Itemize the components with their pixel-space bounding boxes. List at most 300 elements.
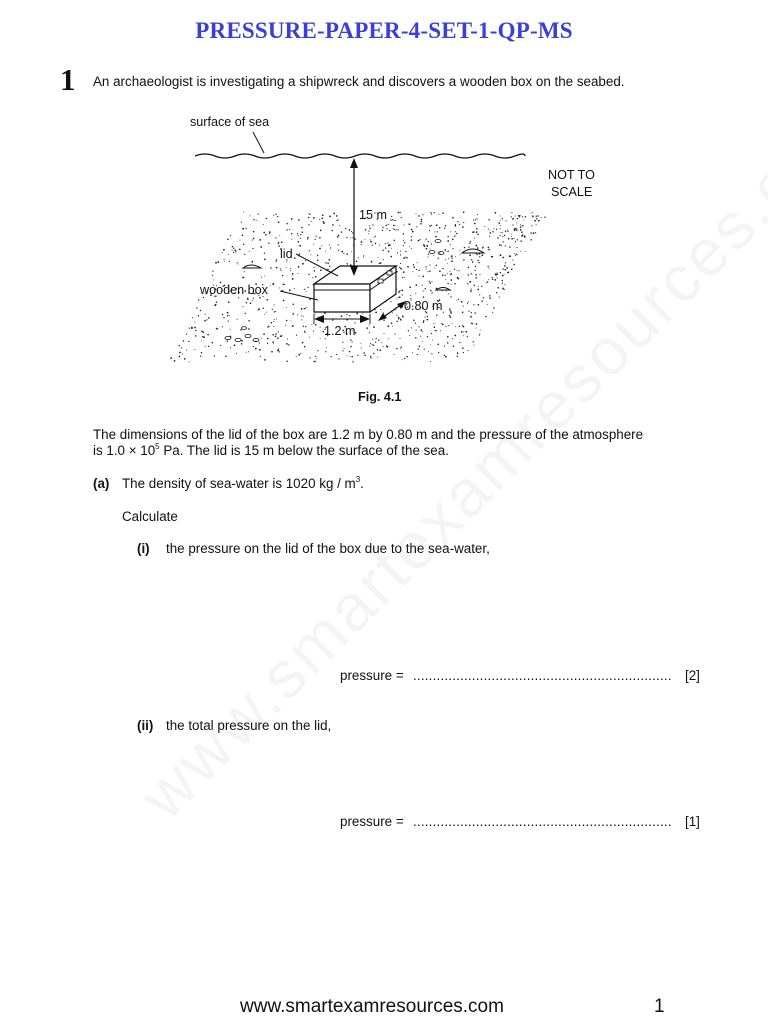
seabed-dot bbox=[198, 315, 200, 317]
seabed-dot bbox=[448, 251, 449, 252]
seabed-dot bbox=[352, 232, 353, 233]
seabed-dot bbox=[394, 225, 395, 226]
seabed-dot bbox=[507, 272, 508, 273]
seabed-dot bbox=[264, 314, 265, 315]
seabed-dot bbox=[431, 213, 432, 214]
seabed-dot bbox=[532, 215, 533, 216]
seabed-dot bbox=[476, 218, 477, 219]
seabed-dot bbox=[227, 315, 228, 316]
seabed-dot bbox=[447, 263, 448, 264]
seabed-dot bbox=[375, 236, 376, 237]
seabed-dot bbox=[464, 247, 465, 248]
seabed-dot bbox=[535, 215, 536, 216]
seabed-dot bbox=[202, 336, 204, 338]
seabed-dot bbox=[347, 355, 348, 356]
seabed-dot bbox=[350, 238, 351, 239]
seabed-dot bbox=[516, 247, 517, 248]
seabed-dot bbox=[494, 279, 496, 281]
seabed-dot bbox=[396, 315, 397, 316]
seabed-dot bbox=[429, 248, 430, 249]
seabed-dot bbox=[452, 217, 454, 219]
seabed-dot bbox=[218, 261, 219, 262]
seabed-dot bbox=[351, 251, 352, 252]
seabed-dot bbox=[351, 356, 352, 357]
seabed-dot bbox=[220, 345, 221, 346]
seabed-dot bbox=[467, 283, 468, 284]
seabed-dot bbox=[429, 270, 431, 272]
seabed-dot bbox=[427, 271, 428, 272]
seabed-dot bbox=[404, 358, 405, 359]
seabed-dot bbox=[253, 231, 255, 233]
seabed-dot bbox=[415, 284, 417, 286]
seabed-dot bbox=[278, 243, 279, 244]
seabed-dot bbox=[423, 296, 424, 297]
seabed-dot bbox=[429, 282, 431, 284]
seabed-dot bbox=[438, 258, 439, 259]
seabed-dot bbox=[305, 307, 306, 308]
seabed-dot bbox=[423, 320, 425, 322]
seabed-dot bbox=[350, 346, 351, 347]
seabed-dot bbox=[230, 235, 231, 236]
seabed-dot bbox=[184, 358, 186, 360]
seabed-dot bbox=[212, 270, 213, 271]
part-i-answer-line[interactable]: .................................................................. bbox=[413, 668, 672, 683]
seabed-dot bbox=[479, 274, 480, 275]
seabed-dot bbox=[266, 299, 268, 301]
seabed-dot bbox=[308, 217, 309, 218]
seabed-dot bbox=[351, 231, 352, 232]
seabed-dot bbox=[394, 240, 395, 241]
seabed-dot bbox=[341, 251, 343, 253]
seabed-dot bbox=[498, 222, 500, 224]
label-length: 1.2 m bbox=[324, 324, 356, 338]
seabed-dot bbox=[228, 315, 229, 316]
seabed-dot bbox=[431, 281, 432, 282]
seabed-dot bbox=[428, 351, 429, 352]
seabed-dot bbox=[259, 239, 261, 241]
seabed-dot bbox=[433, 323, 434, 324]
seabed-dot bbox=[492, 231, 494, 233]
seabed-dot bbox=[316, 236, 317, 237]
figure-shipwreck-box bbox=[0, 100, 768, 390]
seabed-dot bbox=[260, 246, 262, 248]
seabed-dot bbox=[264, 276, 265, 277]
question-number: 1 bbox=[60, 62, 76, 97]
seabed-dot bbox=[489, 236, 490, 237]
seabed-dot bbox=[500, 228, 501, 229]
seabed-dot bbox=[313, 361, 314, 362]
seabed-dot bbox=[450, 284, 451, 285]
seabed-dot bbox=[243, 244, 244, 245]
seabed-dot bbox=[380, 309, 381, 310]
seabed-dot bbox=[504, 284, 505, 285]
seabed-dot bbox=[520, 251, 521, 252]
seabed-dot bbox=[273, 215, 274, 216]
seabed-dot bbox=[275, 214, 276, 215]
seabed-dot bbox=[393, 225, 394, 226]
seabed-dot bbox=[474, 223, 476, 225]
seabed-dot bbox=[373, 326, 375, 328]
seabed-dot bbox=[517, 239, 518, 240]
seabed-dot bbox=[505, 230, 507, 232]
seabed-dot bbox=[361, 241, 363, 243]
seabed-dot bbox=[426, 269, 427, 270]
surface-pointer bbox=[253, 132, 264, 153]
seabed-dot bbox=[429, 225, 431, 227]
seabed-dot bbox=[402, 277, 403, 278]
seabed-dot bbox=[463, 306, 464, 307]
seabed-dot bbox=[349, 315, 350, 316]
seabed-dot bbox=[279, 235, 280, 236]
seabed-dot bbox=[519, 217, 520, 218]
seabed-dot bbox=[298, 354, 300, 356]
seabed-dot bbox=[336, 220, 337, 221]
seabed-dot bbox=[321, 245, 322, 246]
seabed-dot bbox=[338, 358, 339, 359]
seabed-dot bbox=[463, 222, 464, 223]
seabed-dot bbox=[469, 254, 471, 256]
seabed-dot bbox=[484, 226, 485, 227]
seabed-dot bbox=[398, 291, 400, 293]
seabed-dot bbox=[522, 225, 524, 227]
seabed-dot bbox=[372, 344, 373, 345]
seabed-dot bbox=[514, 229, 516, 231]
seabed-dot bbox=[304, 346, 306, 348]
seabed-dot bbox=[232, 246, 233, 247]
seabed-dot bbox=[299, 253, 301, 255]
seabed-dot bbox=[319, 248, 321, 250]
sea-surface-line bbox=[195, 154, 525, 158]
seabed-dot bbox=[467, 301, 468, 302]
seabed-dot bbox=[276, 259, 277, 260]
seabed-dot bbox=[201, 341, 202, 342]
seabed-dot bbox=[215, 262, 217, 264]
seabed-dot bbox=[455, 326, 456, 327]
seabed-dot bbox=[427, 256, 428, 257]
seabed-dot bbox=[502, 218, 503, 219]
seabed-dot bbox=[400, 338, 401, 339]
seabed-dot bbox=[224, 259, 225, 260]
seabed-dot bbox=[470, 290, 472, 292]
seabed-dot bbox=[511, 216, 512, 217]
seabed-dot bbox=[416, 330, 417, 331]
seabed-dot bbox=[341, 231, 342, 232]
seabed-dot bbox=[265, 234, 267, 236]
seabed-dot bbox=[409, 286, 411, 288]
seabed-dot bbox=[530, 232, 532, 234]
seabed-dot bbox=[186, 334, 187, 335]
seabed-dot bbox=[474, 238, 475, 239]
seabed-dot bbox=[488, 247, 490, 249]
seabed-dot bbox=[394, 354, 395, 355]
seabed-dot bbox=[280, 270, 281, 271]
seabed-dot bbox=[402, 294, 403, 295]
seabed-dot bbox=[434, 231, 435, 232]
seabed-dot bbox=[395, 220, 396, 221]
seabed-dot bbox=[207, 334, 209, 336]
seabed-dot bbox=[450, 296, 451, 297]
seabed-dot bbox=[387, 224, 388, 225]
seabed-dot bbox=[217, 329, 218, 330]
seabed-dot bbox=[396, 321, 398, 323]
seabed-dot bbox=[470, 241, 471, 242]
seabed-dot bbox=[203, 297, 204, 298]
seabed-dot bbox=[448, 325, 449, 326]
part-a-text: The density of sea-water is 1020 kg / $m^3$. bbox=[122, 475, 364, 491]
seabed-dot bbox=[455, 231, 456, 232]
calculate-text: Calculate bbox=[122, 509, 178, 524]
seabed-dot bbox=[444, 345, 445, 346]
seabed-dot bbox=[409, 246, 410, 247]
seabed-dot bbox=[508, 231, 509, 232]
seabed-dot bbox=[272, 334, 274, 336]
seabed-dot bbox=[301, 227, 303, 229]
seabed-dot bbox=[532, 212, 533, 213]
seabed-dot bbox=[242, 234, 244, 236]
seabed-dot bbox=[448, 258, 449, 259]
seabed-dot bbox=[317, 255, 318, 256]
seabed-dot bbox=[305, 326, 306, 327]
label-scale: SCALE bbox=[551, 185, 593, 199]
seabed-dot bbox=[440, 330, 441, 331]
seabed-dot bbox=[471, 289, 472, 290]
seabed-dot bbox=[502, 283, 503, 284]
seabed-dot bbox=[313, 244, 314, 245]
seabed-dot bbox=[273, 321, 274, 322]
seabed-dot bbox=[309, 337, 310, 338]
seabed-dot bbox=[420, 223, 422, 225]
seabed-dot bbox=[477, 234, 479, 236]
seabed-dot bbox=[191, 327, 193, 329]
seabed-dot bbox=[444, 228, 445, 229]
seabed-dot bbox=[417, 262, 418, 263]
seabed-dot bbox=[411, 327, 412, 328]
seabed-dot bbox=[463, 326, 465, 328]
seabed-dot bbox=[418, 215, 420, 217]
seabed-dot bbox=[222, 326, 223, 327]
seabed-dot bbox=[431, 333, 432, 334]
question-intro: An archaeologist is investigating a shipwreck and discovers a wooden box on the seabed. bbox=[93, 74, 625, 89]
seabed-dot bbox=[244, 254, 245, 255]
seabed-dot bbox=[418, 348, 420, 350]
seabed-dot bbox=[363, 352, 365, 354]
seabed-dot bbox=[467, 350, 468, 351]
seabed-dot bbox=[401, 346, 402, 347]
seabed-dot bbox=[461, 331, 462, 332]
seabed-dot bbox=[332, 224, 334, 226]
seabed-dot bbox=[397, 298, 398, 299]
seabed-dot bbox=[304, 289, 305, 290]
seabed-dot bbox=[504, 265, 506, 267]
seabed-dot bbox=[403, 240, 404, 241]
seabed-dot bbox=[212, 342, 214, 344]
seabed-dot bbox=[509, 246, 511, 248]
seabed-dot bbox=[292, 278, 293, 279]
seabed-dot bbox=[304, 308, 306, 310]
seabed-dot bbox=[279, 351, 280, 352]
seabed-dot bbox=[408, 330, 409, 331]
seabed-dot bbox=[313, 267, 314, 268]
seabed-dot bbox=[452, 338, 453, 339]
seabed-dot bbox=[515, 215, 516, 216]
seabed-dot bbox=[492, 312, 493, 313]
seabed-dot bbox=[499, 244, 501, 246]
seabed-dot bbox=[489, 232, 491, 234]
seabed-dot bbox=[286, 343, 288, 345]
seabed-dot bbox=[241, 343, 243, 345]
seabed-dot bbox=[171, 357, 173, 359]
seabed-dot bbox=[415, 337, 417, 339]
seabed-dot bbox=[243, 277, 245, 279]
seabed-dot bbox=[479, 294, 480, 295]
seabed-dot bbox=[457, 352, 459, 354]
seabed-dot bbox=[452, 323, 453, 324]
seabed-dot bbox=[313, 217, 315, 219]
seabed-dot bbox=[256, 220, 257, 221]
seabed-dot bbox=[468, 267, 470, 269]
seabed-dot bbox=[475, 219, 476, 220]
seabed-dot bbox=[418, 276, 419, 277]
seabed-dot bbox=[216, 301, 218, 303]
seabed-dot bbox=[273, 343, 274, 344]
seabed-dot bbox=[315, 276, 317, 278]
seabed-dot bbox=[400, 263, 401, 264]
seabed-dot bbox=[242, 277, 243, 278]
seabed-dot bbox=[467, 274, 469, 276]
seabed-dot bbox=[278, 348, 279, 349]
seabed-dot bbox=[269, 231, 271, 233]
seabed-dot bbox=[436, 265, 438, 267]
label-not-to: NOT TO bbox=[548, 168, 595, 182]
part-ii-answer-line[interactable]: .................................................................. bbox=[413, 814, 672, 829]
seabed-dot bbox=[454, 235, 455, 236]
seabed-dot bbox=[445, 356, 447, 358]
seabed-dot bbox=[487, 266, 488, 267]
seabed-dot bbox=[344, 348, 345, 349]
seabed-dot bbox=[205, 314, 206, 315]
seabed-dot bbox=[512, 260, 513, 261]
seabed-dot bbox=[502, 275, 504, 277]
seabed-dot bbox=[511, 238, 513, 240]
seabed-dot bbox=[325, 338, 326, 339]
seabed-dot bbox=[426, 238, 427, 239]
seabed-dot bbox=[345, 228, 346, 229]
seabed-dot bbox=[305, 260, 306, 261]
seabed-dot bbox=[189, 328, 190, 329]
seabed-dot bbox=[224, 261, 225, 262]
seabed-dot bbox=[405, 257, 406, 258]
seabed-dot bbox=[369, 225, 370, 226]
seabed-dot bbox=[366, 327, 368, 329]
seabed-dot bbox=[338, 244, 339, 245]
seabed-dot bbox=[309, 357, 310, 358]
seabed-dot bbox=[350, 339, 351, 340]
seabed-dot bbox=[302, 342, 304, 344]
seabed-dot bbox=[441, 323, 442, 324]
seabed-dot bbox=[472, 262, 473, 263]
seabed-dot bbox=[395, 309, 396, 310]
seabed-dot bbox=[346, 314, 347, 315]
seabed-dot bbox=[435, 330, 436, 331]
seabed-dot bbox=[223, 317, 224, 318]
seabed-dot bbox=[387, 346, 389, 348]
seabed-dot bbox=[379, 262, 380, 263]
label-width: 0.80 m bbox=[404, 299, 443, 313]
seabed-dot bbox=[268, 242, 269, 243]
seabed-dot bbox=[332, 319, 333, 320]
seabed-dot bbox=[356, 260, 358, 262]
seabed-dot bbox=[372, 339, 373, 340]
seabed-dot bbox=[214, 304, 216, 306]
seabed-dot bbox=[291, 239, 292, 240]
seabed-dot bbox=[247, 298, 249, 300]
seabed-dot bbox=[447, 251, 448, 252]
seabed-dot bbox=[307, 238, 308, 239]
seabed-dot bbox=[270, 285, 271, 286]
seabed-dot bbox=[429, 230, 430, 231]
seabed-dot bbox=[436, 314, 437, 315]
seabed-dot bbox=[462, 347, 464, 349]
seabed-dot bbox=[499, 297, 500, 298]
seabed-dot bbox=[200, 356, 201, 357]
seabed-dot bbox=[513, 238, 514, 239]
seabed-dot bbox=[373, 353, 374, 354]
seabed-dot bbox=[383, 259, 384, 260]
seabed-dot bbox=[368, 233, 369, 234]
seabed-dot bbox=[268, 326, 270, 328]
seabed-dot bbox=[514, 228, 515, 229]
seabed-dot bbox=[326, 347, 327, 348]
seabed-dot bbox=[410, 295, 411, 296]
part-i-marks: [2] bbox=[685, 668, 700, 683]
seabed-dot bbox=[394, 229, 395, 230]
seabed-dot bbox=[467, 336, 468, 337]
seabed-dot bbox=[400, 212, 401, 213]
seabed-dot bbox=[541, 217, 542, 218]
seabed-dot bbox=[393, 228, 394, 229]
seabed-dot bbox=[544, 216, 545, 217]
seabed-dot bbox=[436, 224, 438, 226]
seabed-dot bbox=[188, 341, 189, 342]
seabed-dot bbox=[372, 224, 373, 225]
seabed-dot bbox=[455, 236, 456, 237]
seabed-dot bbox=[377, 357, 378, 358]
seabed-dot bbox=[485, 316, 487, 318]
seabed-dot bbox=[397, 229, 398, 230]
seabed-dot bbox=[379, 349, 381, 351]
seabed-dot bbox=[279, 288, 280, 289]
seabed-dot bbox=[428, 253, 429, 254]
seabed-dot bbox=[488, 219, 490, 221]
seabed-dot bbox=[322, 214, 324, 216]
seabed-dot bbox=[259, 349, 261, 351]
seabed-dot bbox=[500, 272, 501, 273]
seabed-dot bbox=[472, 231, 474, 233]
seabed-dot bbox=[421, 219, 423, 221]
footer-url[interactable]: www.smartexamresources.com bbox=[240, 996, 504, 1017]
seabed-dot bbox=[493, 228, 494, 229]
seabed-dot bbox=[390, 219, 391, 220]
label-lid: lid bbox=[280, 247, 293, 261]
seabed-dot bbox=[427, 319, 429, 321]
seabed-dot bbox=[511, 234, 512, 235]
seabed-dot bbox=[370, 343, 371, 344]
seabed-dot bbox=[471, 273, 472, 274]
seabed-dot bbox=[454, 335, 456, 337]
seabed-dot bbox=[329, 259, 331, 261]
seabed-dot bbox=[456, 300, 457, 301]
seabed-dot bbox=[460, 217, 461, 218]
